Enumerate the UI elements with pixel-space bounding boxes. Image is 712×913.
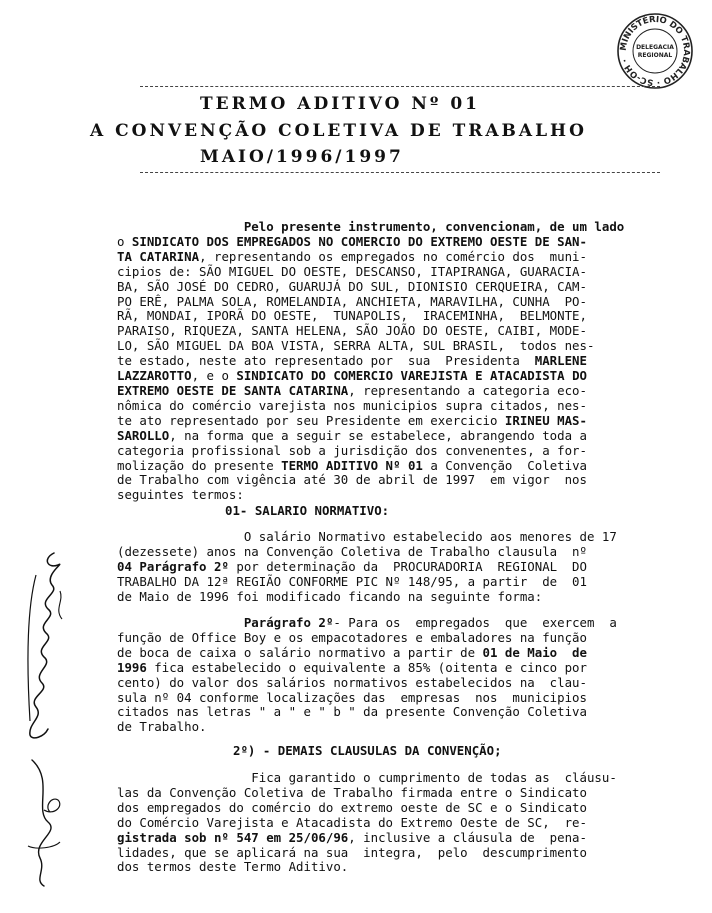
title-line-3: MAIO/1996/1997	[200, 147, 404, 167]
section-2-heading: 2º) - DEMAIS CLAUSULAS DA CONVENÇÃO;	[233, 743, 502, 758]
stamp-center-line1: DELEGACIA	[636, 44, 674, 51]
header-rule-top	[140, 86, 660, 87]
other-clauses-paragraph: Fica garantido o cumprimento de todas as cláusu- las da Convenção Coletiva de Trabalho firmada entre o Sindicato dos empregados do comércio do extremo oeste de SC e o Sindicato do Comércio Varejista e Atacadista do Extremo Oeste de SC, re- gistrada sob nº 547 em 25/06/96, inclusive a cláusula de pena- lidades, que se aplicará na sua integra, pelo descumprimento dos termos deste Termo Aditivo.	[117, 770, 617, 875]
title-line-2: A CONVENÇÃO COLETIVA DE TRABALHO	[90, 121, 587, 141]
paragraph-2-clause: Parágrafo 2º- Para os empregados que exercem a função de Office Boy e os empacotadores e embaladores na função de boca de caixa o salário normativo a partir de 01 de Maio de 1996 fica estabelecido o equivalente a 85% (oitenta e cinco por cento) do valor dos salários normativos estabelecidos na clau- sula nº 04 conforme localizações das empresas nos municipios citados nas letras " a " e " b " da presente Convenção Coletiva de Trabalho.	[117, 615, 617, 735]
title-line-1: TERMO ADITIVO Nº 01	[200, 94, 481, 114]
ministry-stamp	[616, 12, 694, 90]
section-1-heading: 01- SALARIO NORMATIVO:	[225, 503, 390, 518]
salary-paragraph: O salário Normativo estabelecido aos menores de 17 (dezessete) anos na Convenção Coletiva de Trabalho clausula nº 04 Parágrafo 2º por determinação da PROCURADORIA REGIONAL DO TRABALHO DA 12ª REGIÃO CONFORME PIC Nº 148/95, a partir de 01 de Maio de 1996 foi modificado ficando na seguinte forma:	[117, 529, 617, 604]
intro-paragraph: Pelo presente instrumento, convencionam, de um lado o SINDICATO DOS EMPREGADOS NO COMERCIO DO EXTREMO OESTE DE SAN- TA CATARINA, representando os empregados no comércio dos muni- cipios de: SÃO MIGUEL DO OESTE, DESCANSO, ITAPIRANGA, GUARACIA- BA, SÃO JOSÉ DO CEDRO, GUARUJÁ DO SUL, DIONISIO CERQUEIRA, CAM- PO ERÊ, PALMA SOLA, ROMELANDIA, ANCHIETA, MARAVILHA, CUNHA PO- RÃ, MONDAI, IPORÃ DO OESTE, TUNAPOLIS, IRACEMINHA, BELMONTE, PARAISO, RIQUEZA, SANTA HELENA, SÃO JOÃO DO OESTE, CAIBI, MODE- LO, SÃO MIGUEL DA BOA VISTA, SERRA ALTA, SUL BRASIL, todos nes- te estado, neste ato representado por sua Presidenta MARLENE LAZZAROTTO, e o SINDICATO DO COMERCIO VAREJISTA E ATACADISTA DO EXTREMO OESTE DE SANTA CATARINA, representando a categoria eco- nômica do comércio varejista nos municipios supra citados, nes- te ato representado por seu Presidente em exercicio IRINEU MAS- SAROLLO, na forma que a seguir se estabelece, abrangendo toda a categoria profissional sob a jurisdição dos convenentes, a for- molização do presente TERMO ADITIVO Nº 01 a Convenção Coletiva de Trabalho com vigência até 30 de abril de 1997 em vigor nos seguintes termos:	[117, 219, 625, 503]
signature-1	[14, 545, 74, 745]
signature-2	[14, 750, 74, 890]
stamp-ring-text: MINISTÉRIO DO TRABALHO · SC-OH ·	[618, 14, 692, 88]
stamp-center-line2: REGIONAL	[637, 52, 673, 59]
header-rule-bottom	[140, 172, 660, 173]
